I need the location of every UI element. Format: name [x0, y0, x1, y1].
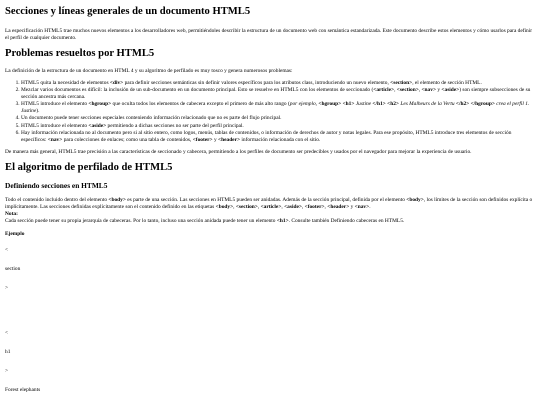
- example-label: Ejemplo: [5, 231, 25, 238]
- code-tag: <footer>: [304, 203, 325, 210]
- list-item: 2. Mezclar varios documentos es difícil: la inclusión de un sub-documento en un documento principal. Esto se resuelve en HTML5 con los elementos de seccionado (<article>, <section>, <nav> y <aside>) son siempre subsecciones de su sección ancestra más cercana.: [21, 87, 535, 101]
- code-tag: <div>: [109, 79, 124, 86]
- code-tag: </h1>: [372, 101, 386, 108]
- document-page: [5, 6, 535, 406]
- code-tag: <aside>: [284, 203, 302, 210]
- code-token: >: [5, 367, 9, 374]
- page-title: Secciones y líneas generales de un documento HTML5: [5, 6, 251, 17]
- code-token: <: [5, 247, 9, 254]
- list-item: 1. HTML5 quita la necesidad de elementos <div> para definir secciones semánticas sin definir valores específicos para los atributos class, introduciendo un nuevo elemento, <section>, el elemento de sección HTML.: [21, 80, 535, 87]
- code-token: h1: [5, 348, 11, 355]
- list-item: 4. Un documento puede tener secciones especiales conteniendo información relacionado que no es parte del flujo principal.: [21, 115, 535, 122]
- code-tag: <article>: [260, 203, 282, 210]
- emphasis-text: por ejemplo,: [289, 101, 318, 108]
- code-token: <: [5, 329, 9, 336]
- defining-paragraph: Todo el contenido incluido dentro del elemento <body> es parte de una sección. Las secciones en HTML5 pueden ser anidadas. Además de la sección principal, definida por el elemento <body>, los límites de la sección son definidos explícita o implícitamente. Las secciones definidas explícitamente son el contenido definido en las etiquetas <body>, <section>, <article>, <aside>, <footer>, <header> y <nav>.: [5, 196, 533, 210]
- code-tag: <footer>: [192, 136, 213, 143]
- code-tag: <hgroup>: [318, 101, 342, 108]
- code-tag: <header>: [327, 203, 350, 210]
- code-tag: <aside>: [88, 122, 107, 129]
- list-item: 3. HTML5 introduce el elemento <hgroup> que oculta todos los elementos de cabecera excepto el primero de más alto rango (por ejemplo, <hgroup> <h1> Justine </h1> <h2> Les Malheurs de la Vertu </h2> </hgroup> crea el perfil 1. Justine).: [21, 101, 535, 115]
- note-text: Cada sección puede tener su propia jerarquía de cabeceras. Por lo tanto, incluso una sección anidada puede tener un elemento <h1>. Consulte también Definiendo cabeceras en HTML5.: [5, 217, 405, 224]
- code-tag: <section>: [235, 203, 258, 210]
- code-tag: <article>: [373, 86, 395, 93]
- code-tag: <h1>: [342, 101, 355, 108]
- code-tag: <nav>: [47, 136, 63, 143]
- code-tag: <body>: [215, 203, 234, 210]
- code-tag: <h1>: [276, 217, 289, 224]
- problems-heading: Problemas resueltos por HTML5: [5, 47, 155, 59]
- code-token: Forest elephants: [5, 386, 41, 393]
- intro-paragraph: La especificación HTML5 trae muchos nuevos elementos a los desarrolladores web, permitiéndoles describir la estructura de un documento web con semántica estandarizada. Este documento describe estos elementos y cómo usarlos para definir el perfil de cualquier documento.: [5, 27, 533, 41]
- code-tag: <header>: [218, 136, 241, 143]
- emphasis-text: Justine: [355, 101, 372, 108]
- code-tag: </h2>: [455, 101, 470, 108]
- note-label: Nota:: [5, 210, 18, 217]
- code-tag: <aside>: [441, 86, 460, 93]
- code-tag: <body>: [406, 196, 424, 203]
- code-tag: <body>: [108, 196, 126, 203]
- list-item: 6. Hay información relacionada no al documento pero si al sitio entero, como logos, menús, tablas de contenidos, o información de derechos de autor y notas legales. Para ese propósito, HTML5 introduce tres elementos de sección específicos: <nav> para colecciones de enlaces; como una tabla de contenidos, <footer> y <header> información relacionada con el sitio.: [21, 130, 535, 144]
- emphasis-text: Les Malheurs de la Vertu: [400, 101, 455, 108]
- code-tag: <section>: [390, 79, 413, 86]
- code-token: section: [5, 266, 21, 273]
- defining-sections-heading: Definiendo secciones en HTML5: [5, 180, 108, 190]
- code-tag: <h2>: [387, 101, 399, 108]
- algorithm-heading: El algoritmo de perfilado de HTML5: [5, 162, 173, 174]
- code-tag: </hgroup>: [470, 101, 495, 108]
- emphasis-text: crea el perfil 1. Justine: [21, 101, 530, 115]
- problems-intro: La definición de la estructura de un documento en HTML 4 y su algoritmo de perfilado es muy tosco y genera numerosos problemas:: [5, 67, 293, 74]
- code-token: >: [5, 285, 9, 292]
- code-tag: <section>: [396, 86, 419, 93]
- code-tag: <hgroup>: [88, 101, 112, 108]
- code-tag: <nav>: [421, 86, 437, 93]
- code-spacer: [5, 305, 535, 330]
- code-tag: <nav>: [354, 203, 370, 210]
- problems-summary: De manera más general, HTML5 trae precisión a las características de seccionado y cabecera, permitiendo a los perfiles de documento ser predecibles y usados por el navegador para mejorar la experiencia de usuario.: [5, 148, 472, 155]
- list-item: 5. HTML5 introduce el elemento <aside> permitiendo a dichas secciones no ser parte del perfil principal.: [21, 123, 535, 130]
- problems-list: [5, 80, 535, 144]
